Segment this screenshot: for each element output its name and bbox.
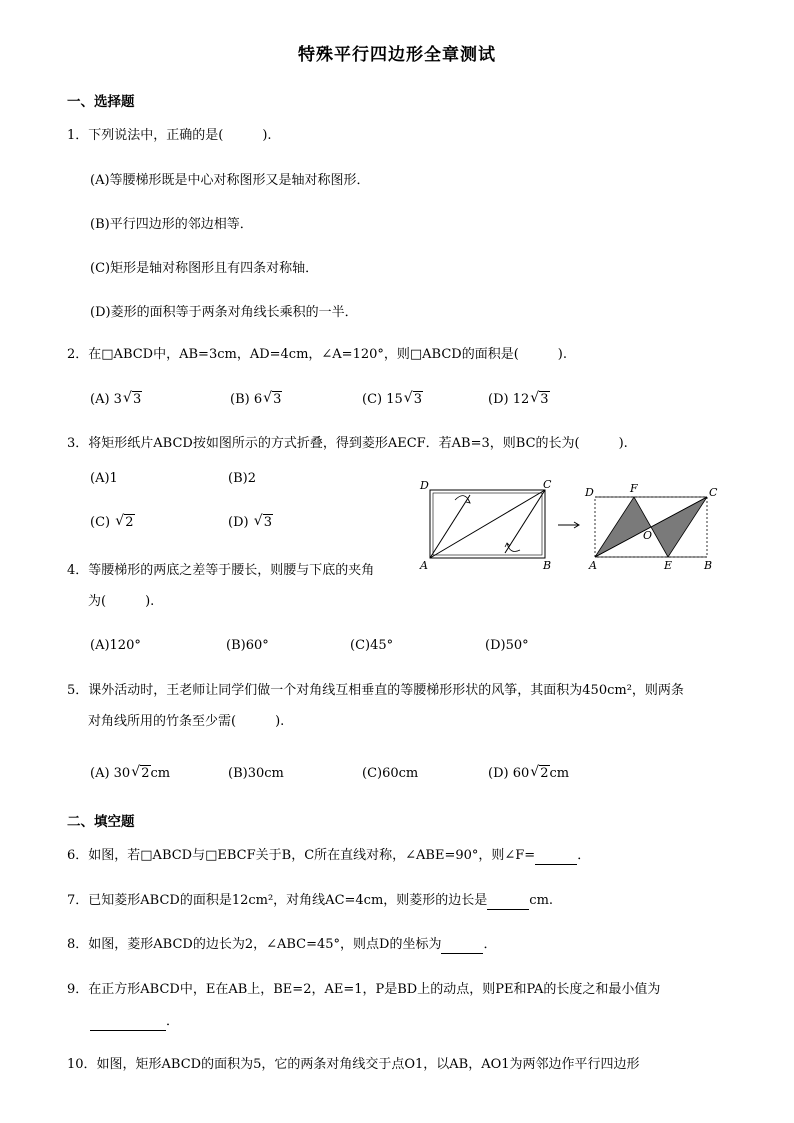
question-7-end: cm.	[529, 893, 554, 908]
question-3-option-c	[90, 514, 135, 532]
question-10-stem: 10．如图，矩形ABCD的面积为5，它的两条对角线交于点O1，以AB，AO1为两邻边作平行四边形	[67, 1057, 640, 1072]
question-6-stem: 6．如图，若□ABCD与□EBCF关于B，C所在直线对称，∠ABE=90°，则∠F=	[67, 848, 536, 863]
radicand: 2	[125, 515, 134, 530]
option-prefix: (A) 30	[90, 766, 131, 781]
option-prefix: (D) 60	[488, 766, 530, 781]
sqrt-sign	[263, 391, 282, 409]
question-2-option-a	[90, 391, 142, 409]
radicand: 2	[540, 766, 549, 781]
question-7-stem: 7．已知菱形ABCD的面积是12cm²，对角线AC=4cm，则菱形的边长是	[67, 893, 488, 908]
question-9-stem: 9．在正方形ABCD中，E在AB上，BE=2，AE=1，P是BD上的动点，则PE和PA的长度之和最小值为	[67, 982, 661, 997]
fig-right-label-e: E	[664, 559, 673, 572]
section-heading-choice: 一、选择题	[67, 94, 135, 110]
question-5-option-b: (B)30cm	[228, 766, 284, 781]
question-1-option-d: (D)菱形的面积等于两条对角线长乘积的一半．	[90, 305, 358, 320]
question-3-option-b: (B)2	[228, 471, 256, 486]
fig-left-label-c: C	[543, 478, 552, 491]
answer-blank[interactable]	[441, 953, 483, 954]
folding-diagram	[415, 475, 735, 575]
fig-right-label-a: A	[589, 559, 597, 572]
left-fold-line-2	[505, 490, 545, 553]
option-suffix: cm	[150, 766, 171, 781]
left-diagonal	[430, 490, 545, 558]
option-suffix: cm	[549, 766, 570, 781]
radicand: 3	[263, 515, 272, 530]
question-5-option-c: (C)60cm	[362, 766, 419, 781]
question-7	[67, 892, 553, 910]
question-4-option-d: (D)50°	[485, 638, 529, 653]
fig-right-label-f: F	[630, 482, 638, 495]
fold-arrow-bottom	[507, 543, 520, 551]
answer-blank[interactable]	[487, 909, 529, 910]
sqrt-sign	[530, 391, 549, 409]
page-title: 特殊平行四边形全章测试	[298, 45, 496, 65]
option-prefix: (C) 15	[362, 392, 403, 407]
question-4-option-b: (B)60°	[226, 638, 269, 653]
question-2-option-c	[362, 391, 423, 409]
question-9-answer-line	[90, 1013, 179, 1031]
fig-right-label-c: C	[709, 486, 718, 499]
question-1-stem: 1．下列说法中，正确的是( ).	[67, 128, 272, 143]
option-prefix: (C)	[90, 515, 115, 530]
section-heading-fill: 二、填空题	[67, 814, 135, 830]
question-3-option-a: (A)1	[90, 471, 118, 486]
fig-left-label-a: A	[420, 559, 428, 572]
question-4-stem-line-1: 4．等腰梯形的两底之差等于腰长，则腰与下底的夹角	[67, 563, 375, 578]
question-5-stem-line-1: 5．课外活动时，王老师让同学们做一个对角线互相垂直的等腰梯形形状的风筝，其面积为450cm²，则两条	[67, 683, 684, 698]
question-4-option-c: (C)45°	[350, 638, 394, 653]
question-5-stem-line-2: 对角线所用的竹条至少需( ).	[88, 714, 285, 729]
fig-right-label-b: B	[704, 559, 713, 572]
left-fold-line-1	[430, 495, 470, 558]
answer-blank[interactable]	[535, 864, 577, 865]
question-1-option-b: (B)平行四边形的邻边相等．	[90, 217, 253, 232]
sqrt-sign	[123, 391, 142, 409]
question-8	[67, 936, 497, 954]
question-2-option-d	[488, 391, 550, 409]
question-5-option-a	[90, 765, 170, 783]
question-3-figure	[415, 475, 735, 575]
answer-blank[interactable]	[90, 1030, 166, 1031]
option-prefix: (B) 6	[230, 392, 263, 407]
question-1-option-c: (C)矩形是轴对称图形且有四条对称轴．	[90, 261, 319, 276]
question-5-option-d	[488, 765, 569, 783]
question-2-option-b	[230, 391, 282, 409]
sqrt-sign	[115, 514, 134, 532]
fig-left-label-b: B	[543, 559, 552, 572]
radicand: 3	[132, 392, 142, 407]
radicand: 3	[273, 392, 282, 407]
question-4-stem-line-2: 为( ).	[88, 594, 155, 609]
fig-right-label-o: O	[643, 529, 653, 542]
sqrt-sign	[530, 765, 549, 783]
option-prefix: (D)	[228, 515, 253, 530]
fig-right-label-d: D	[585, 486, 594, 499]
question-4-option-a: (A)120°	[90, 638, 141, 653]
fig-left-label-d: D	[420, 479, 429, 492]
question-1-option-a: (A)等腰梯形既是中心对称图形又是轴对称图形．	[90, 173, 370, 188]
option-prefix: (A) 3	[90, 392, 122, 407]
sqrt-sign	[404, 391, 423, 409]
option-prefix: (D) 12	[488, 392, 530, 407]
question-8-end: ．	[483, 937, 497, 952]
right-shaded-triangle-left	[595, 497, 651, 557]
question-9-end: ．	[166, 1014, 180, 1029]
right-diagonal	[595, 497, 707, 557]
sqrt-sign	[254, 514, 273, 532]
radicand: 2	[141, 766, 150, 781]
question-6	[67, 847, 590, 865]
sqrt-sign	[131, 765, 150, 783]
radicand: 3	[540, 392, 549, 407]
question-3-stem: 3．将矩形纸片ABCD按如图所示的方式折叠，得到菱形AECF．若AB=3，则BC的长为( ).	[67, 436, 628, 451]
question-3-option-d	[228, 514, 273, 532]
radicand: 3	[413, 392, 423, 407]
question-8-stem: 8．如图，菱形ABCD的边长为2，∠ABC=45°，则点D的坐标为	[67, 937, 442, 952]
right-shaded-triangle-right	[651, 497, 707, 557]
question-2-stem: 2．在□ABCD中，AB=3cm，AD=4cm，∠A=120°，则□ABCD的面积是( ).	[67, 347, 567, 362]
question-6-end: ．	[577, 848, 591, 863]
